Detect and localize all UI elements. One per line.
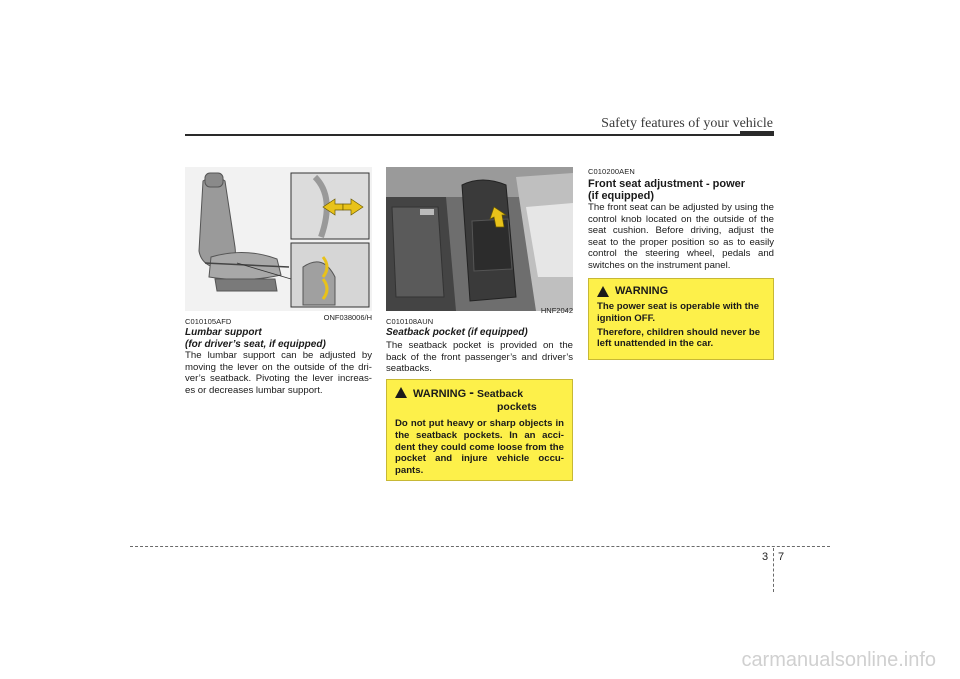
- warning-triangle-icon: [597, 286, 609, 297]
- warning-header: [395, 386, 564, 414]
- warning-body: [597, 301, 765, 350]
- body-paragraph: The lumbar support can be adjusted by moving the lever on the outside of the dri-ver’s seatback. Pivoting the lever increas-es or decreases lumbar support.: [185, 350, 372, 396]
- warning-box: [386, 379, 573, 481]
- watermark: carmanualsonline.info: [741, 649, 936, 671]
- warning-line: Therefore, children should never be left unattended in the car.: [597, 326, 761, 350]
- subtitle-line: (if equipped): [588, 190, 654, 202]
- warning-title: WARNING: [615, 285, 669, 297]
- warning-triangle-icon: [395, 387, 407, 398]
- page-number: 7: [778, 551, 785, 563]
- section-code: C010200AEN: [588, 167, 635, 176]
- section-code: C010108AUN: [386, 317, 434, 326]
- warning-line: The power seat is operable with the ignition OFF.: [597, 301, 760, 324]
- image-caption: ONF038006/H: [323, 313, 372, 322]
- page-number-separator: [773, 548, 774, 592]
- subsection-title: Seatback pocket (if equipped): [386, 327, 528, 338]
- body-paragraph: The seatback pocket is provided on the back of the front passenger’s and driver’s seatbacks.: [386, 340, 573, 375]
- subtitle-line: (for driver’s seat, if equipped): [185, 339, 326, 350]
- footer-rule: [130, 546, 830, 547]
- seatback-pocket-photo: [386, 167, 573, 311]
- warning-title-line: Seatback: [476, 388, 524, 400]
- image-caption: HNF2042: [540, 306, 573, 315]
- warning-box: [588, 278, 774, 360]
- warning-title-line: pockets: [497, 401, 537, 413]
- warning-body: Do not put heavy or sharp objects in the seatback pockets. In an acci-dent they could come loose from the pocket and injure vehicle occu-pants.: [395, 418, 564, 477]
- subtitle-line: Front seat adjustment - power: [588, 178, 746, 190]
- warning-title: [413, 386, 537, 414]
- warning-title-text: WARNING: [413, 388, 467, 400]
- warning-title-dash: -: [469, 384, 474, 400]
- header-rule: [185, 134, 773, 136]
- body-paragraph: The front seat can be adjusted by using the control knob located on the outside of the seat cushion. Before driving, adjust the seat to the proper position so as to easily control the steering wheel, pedals and switches on the instrument panel.: [588, 202, 774, 271]
- section-code: C010105AFD: [185, 317, 232, 326]
- subtitle-line: Lumbar support: [185, 327, 262, 338]
- section-number: 3: [762, 551, 769, 563]
- warning-header: [597, 285, 765, 297]
- header-rule-tab: [740, 131, 774, 136]
- subsection-title: [185, 327, 326, 351]
- section-title: Safety features of your vehicle: [601, 116, 773, 131]
- subsection-title: [588, 178, 745, 202]
- lumbar-support-illustration: [185, 167, 372, 311]
